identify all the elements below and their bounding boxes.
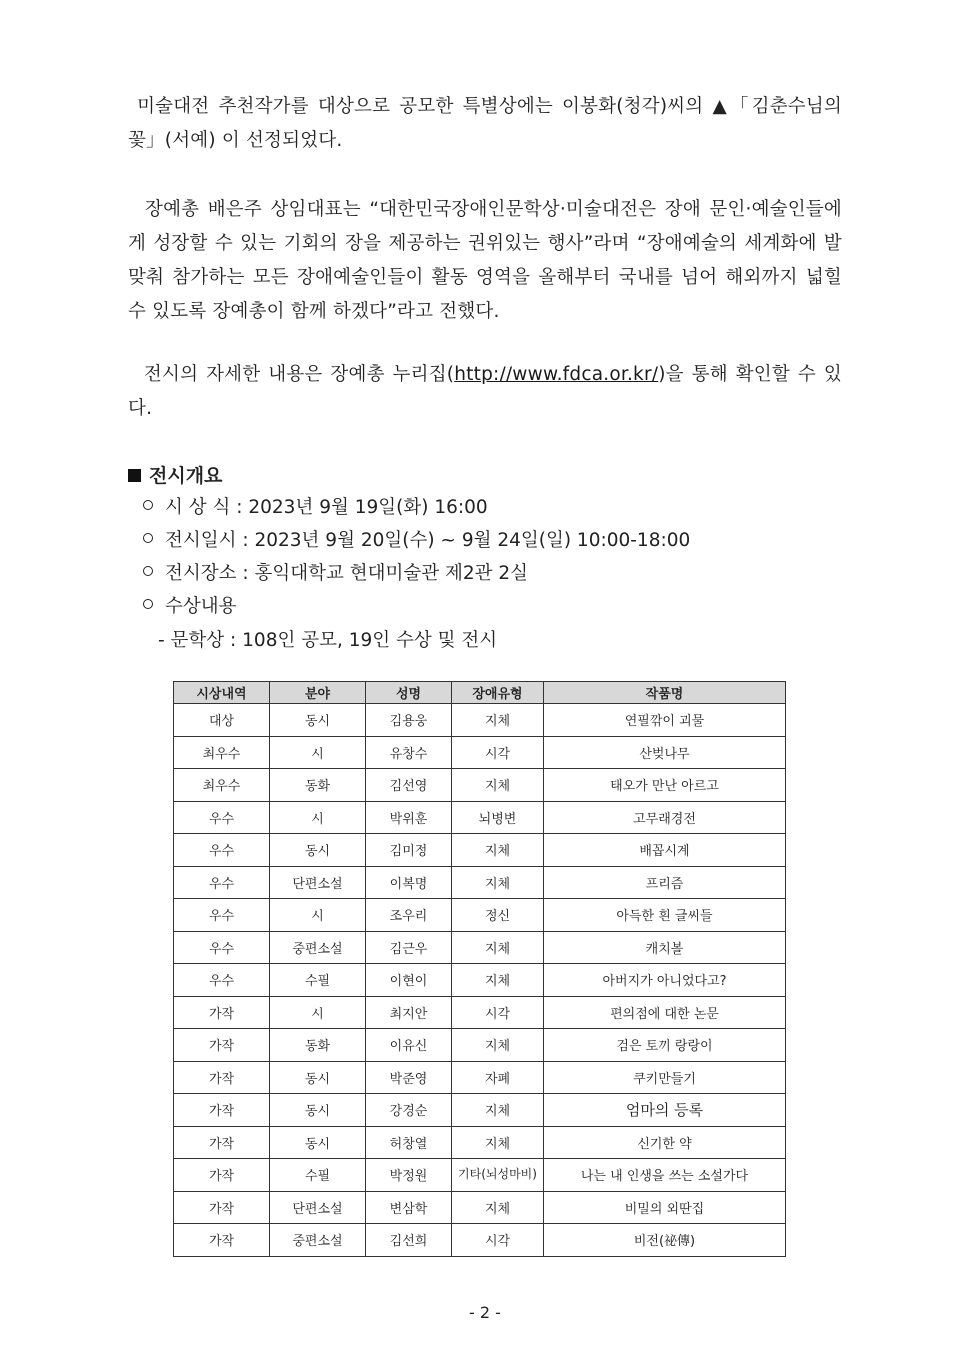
cell-work: 배꼽시계 (544, 834, 786, 867)
cell-award: 우수 (174, 834, 270, 867)
cell-disability: 시각 (452, 1224, 544, 1257)
overview-item (143, 594, 236, 620)
cell-disability: 지체 (452, 931, 544, 964)
cell-disability: 시각 (452, 996, 544, 1029)
cell-work: 편의점에 대한 논문 (544, 996, 786, 1029)
column-header-work: 작품명 (544, 682, 786, 704)
cell-name: 이유신 (366, 1029, 452, 1062)
overview-item-text: 시 상 식 : 2023년 9월 19일(화) 16:00 (165, 497, 488, 518)
cell-work: 연필깎이 괴물 (544, 704, 786, 737)
paragraph-text: )을 통해 확인할 수 있다. (128, 364, 842, 419)
circle-bullet-icon (143, 500, 153, 510)
cell-disability: 지체 (452, 1094, 544, 1127)
overview-item (143, 495, 488, 521)
cell-name: 강경순 (366, 1094, 452, 1127)
cell-disability: 지체 (452, 866, 544, 899)
cell-disability: 지체 (452, 1029, 544, 1062)
cell-award: 가작 (174, 1094, 270, 1127)
paragraph-special-award (128, 90, 842, 158)
section-title: 전시개요 (149, 465, 223, 487)
cell-work: 쿠키만들기 (544, 1061, 786, 1094)
cell-field: 수필 (270, 964, 366, 997)
cell-field: 시 (270, 899, 366, 932)
table-row (174, 964, 786, 997)
paragraph-text: 장예총 배은주 상임대표는 “대한민국장애인문학상·미술대전은 장애 문인·예술인들에게 성장할 수 있는 기회의 장을 제공하는 권위있는 행사”라며 “장애예술의 세계화에 발맞춰 참가하는 모든 장애예술인들이 활동 영역을 올해부터 국내를 넘어 해외까지 넓힐 수 있도록 장예총이 함께 하겠다”라고 전했다. (128, 199, 842, 322)
table-header-row (174, 682, 786, 704)
cell-name: 김선영 (366, 769, 452, 802)
paragraph-text: 전시의 자세한 내용은 장예총 누리집( (143, 364, 455, 385)
column-header-award: 시상내역 (174, 682, 270, 704)
cell-field: 동시 (270, 704, 366, 737)
paragraph-text: 미술대전 추천작가를 대상으로 공모한 특별상에는 이봉화(청각)씨의 ▲「김춘수님의 꽃」(서예) 이 선정되었다. (128, 96, 842, 151)
cell-field: 동시 (270, 1094, 366, 1127)
table-row (174, 1191, 786, 1224)
cell-name: 박위훈 (366, 801, 452, 834)
cell-field: 동화 (270, 1029, 366, 1062)
cell-name: 김선희 (366, 1224, 452, 1257)
cell-field: 단편소설 (270, 1191, 366, 1224)
cell-award: 우수 (174, 801, 270, 834)
cell-disability: 정신 (452, 899, 544, 932)
cell-disability: 지체 (452, 1191, 544, 1224)
cell-award: 가작 (174, 1029, 270, 1062)
cell-field: 동화 (270, 769, 366, 802)
table-row (174, 704, 786, 737)
cell-award: 가작 (174, 1126, 270, 1159)
table-row (174, 801, 786, 834)
circle-bullet-icon (143, 533, 153, 543)
table-row (174, 1029, 786, 1062)
table-row (174, 899, 786, 932)
cell-award: 우수 (174, 964, 270, 997)
column-header-disability: 장애유형 (452, 682, 544, 704)
cell-name: 이현이 (366, 964, 452, 997)
cell-award: 가작 (174, 1061, 270, 1094)
cell-field: 시 (270, 801, 366, 834)
literature-award-summary: - 문학상 : 108인 공모, 19인 수상 및 전시 (158, 630, 498, 651)
cell-disability: 지체 (452, 769, 544, 802)
cell-award: 최우수 (174, 769, 270, 802)
table-row (174, 769, 786, 802)
cell-work: 엄마의 등록 (544, 1094, 786, 1127)
cell-field: 동시 (270, 1061, 366, 1094)
table-row (174, 931, 786, 964)
cell-work: 나는 내 인생을 쓰는 소설가다 (544, 1159, 786, 1192)
cell-field: 시 (270, 996, 366, 1029)
cell-name: 김미정 (366, 834, 452, 867)
cell-field: 중편소설 (270, 1224, 366, 1257)
section-heading (128, 461, 222, 488)
cell-work: 신기한 약 (544, 1126, 786, 1159)
table-row (174, 834, 786, 867)
cell-work: 검은 토끼 랑랑이 (544, 1029, 786, 1062)
website-link[interactable]: http://www.fdca.or.kr/ (454, 364, 659, 385)
table-row (174, 1094, 786, 1127)
cell-name: 허창열 (366, 1126, 452, 1159)
cell-field: 중편소설 (270, 931, 366, 964)
table-row (174, 1224, 786, 1257)
cell-work: 비밀의 외딴집 (544, 1191, 786, 1224)
cell-disability: 기타(뇌성마비) (452, 1159, 544, 1192)
cell-disability: 시각 (452, 736, 544, 769)
overview-item-text: 전시일시 : 2023년 9월 20일(수) ~ 9월 24일(일) 10:00-18:00 (165, 530, 691, 551)
paragraph-website (128, 358, 842, 426)
cell-name: 김근우 (366, 931, 452, 964)
cell-work: 아버지가 아니었다고? (544, 964, 786, 997)
cell-field: 동시 (270, 1126, 366, 1159)
cell-disability: 지체 (452, 964, 544, 997)
cell-work: 태오가 만난 아르고 (544, 769, 786, 802)
cell-award: 최우수 (174, 736, 270, 769)
table-row (174, 866, 786, 899)
cell-award: 가작 (174, 1159, 270, 1192)
column-header-name: 성명 (366, 682, 452, 704)
cell-work: 고무래경전 (544, 801, 786, 834)
cell-work: 아득한 흰 글씨들 (544, 899, 786, 932)
overview-item-text: 수상내용 (165, 596, 237, 617)
awards-table (173, 681, 786, 1257)
cell-field: 동시 (270, 834, 366, 867)
cell-name: 조우리 (366, 899, 452, 932)
cell-work: 프리즘 (544, 866, 786, 899)
table-row (174, 736, 786, 769)
overview-item (143, 528, 690, 554)
cell-disability: 자폐 (452, 1061, 544, 1094)
cell-award: 가작 (174, 996, 270, 1029)
cell-name: 유창수 (366, 736, 452, 769)
cell-work: 비전(祕傳) (544, 1224, 786, 1257)
column-header-field: 분야 (270, 682, 366, 704)
square-bullet-icon (128, 469, 141, 482)
cell-award: 가작 (174, 1224, 270, 1257)
cell-work: 산벚나무 (544, 736, 786, 769)
cell-award: 대상 (174, 704, 270, 737)
table-row (174, 1061, 786, 1094)
cell-award: 가작 (174, 1191, 270, 1224)
circle-bullet-icon (143, 599, 153, 609)
cell-name: 김용웅 (366, 704, 452, 737)
cell-award: 우수 (174, 866, 270, 899)
table-row (174, 1126, 786, 1159)
cell-field: 수필 (270, 1159, 366, 1192)
table-body (174, 704, 786, 1257)
cell-name: 박정원 (366, 1159, 452, 1192)
cell-disability: 지체 (452, 704, 544, 737)
cell-work: 캐치볼 (544, 931, 786, 964)
cell-name: 이복명 (366, 866, 452, 899)
page-number: - 2 - (469, 1303, 501, 1322)
cell-name: 최지안 (366, 996, 452, 1029)
cell-field: 시 (270, 736, 366, 769)
paragraph-quote (128, 193, 842, 329)
overview-item-text: 전시장소 : 홍익대학교 현대미술관 제2관 2실 (165, 563, 528, 584)
cell-award: 우수 (174, 899, 270, 932)
cell-field: 단편소설 (270, 866, 366, 899)
cell-disability: 지체 (452, 1126, 544, 1159)
cell-disability: 지체 (452, 834, 544, 867)
cell-disability: 뇌병변 (452, 801, 544, 834)
circle-bullet-icon (143, 566, 153, 576)
cell-name: 변삼학 (366, 1191, 452, 1224)
table-row (174, 996, 786, 1029)
table-row (174, 1159, 786, 1192)
cell-name: 박준영 (366, 1061, 452, 1094)
overview-item (143, 561, 528, 587)
cell-award: 우수 (174, 931, 270, 964)
